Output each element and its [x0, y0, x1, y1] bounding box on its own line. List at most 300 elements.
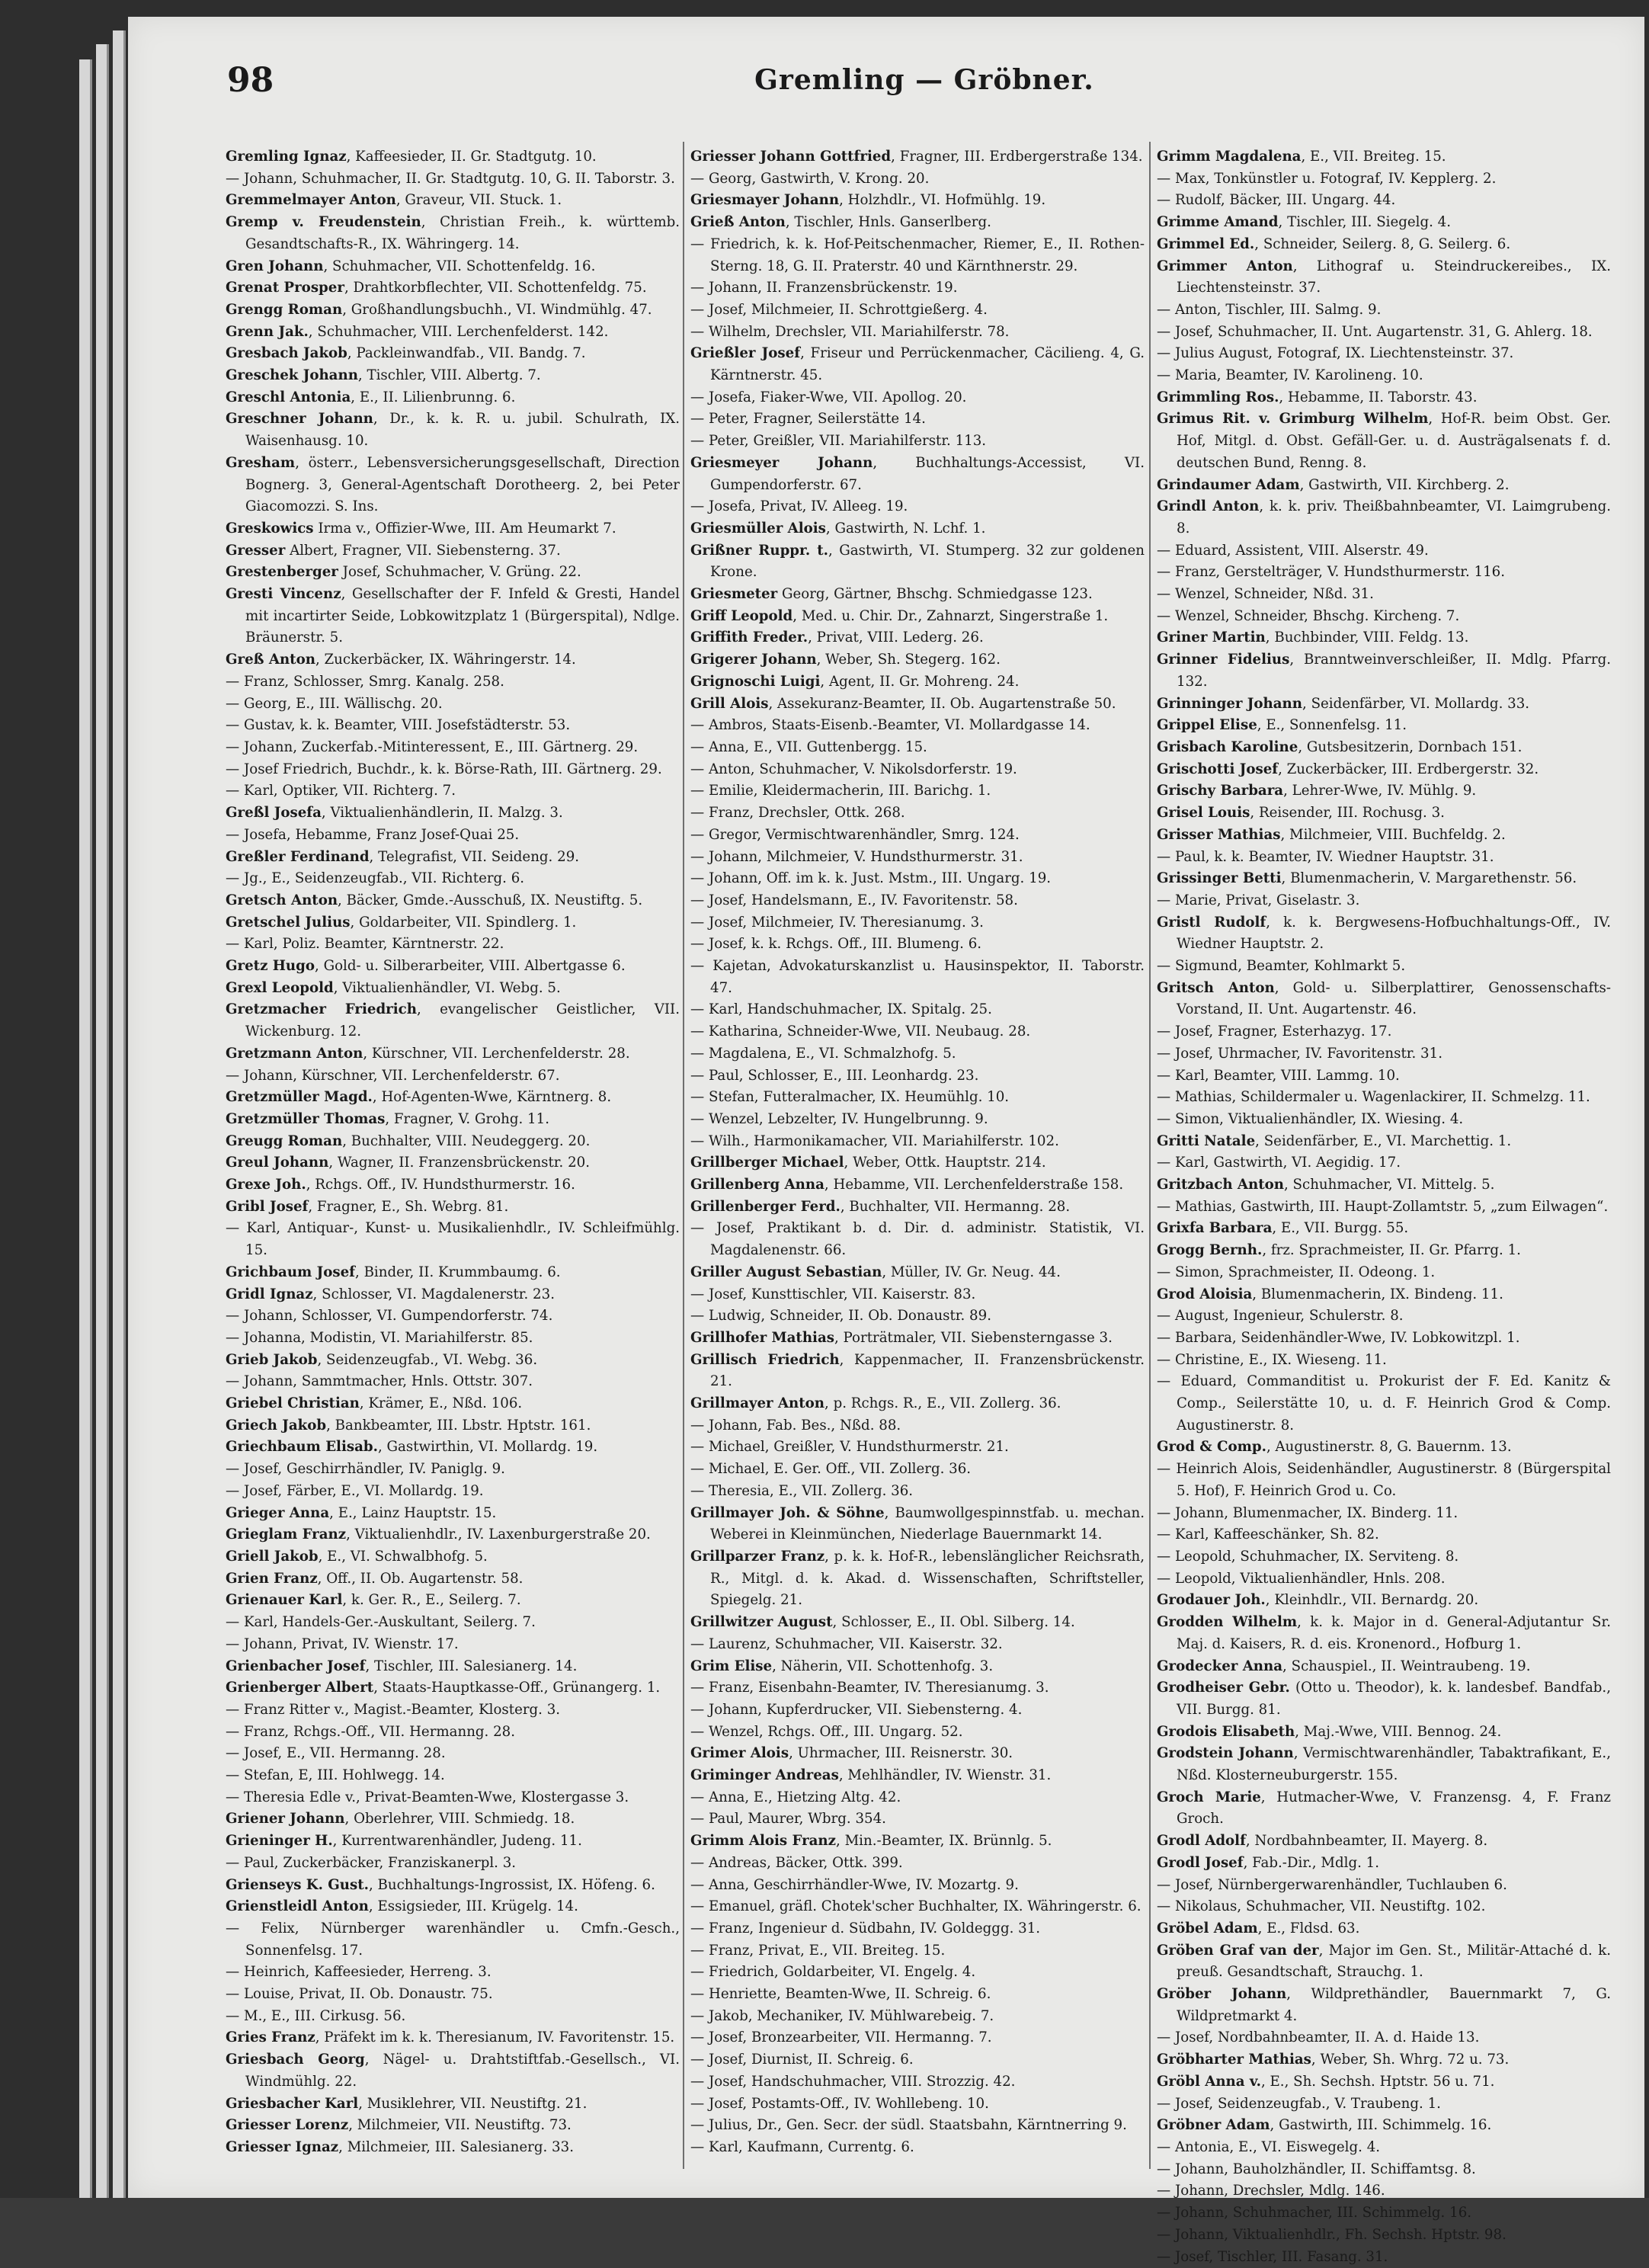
- entry-details: , Buchhaltungs-Accessist, VI. Gumpendorferstr. 67.: [710, 455, 1145, 493]
- entry-details: — Josef Friedrich, Buchdr., k. k. Börse-Rath, III. Gärtnerg. 29.: [226, 761, 662, 777]
- entry-details: — Karl, Poliz. Beamter, Kärntnerstr. 22.: [226, 936, 504, 952]
- entry-details: — Johann, Bauholzhändler, II. Schiffamtsg. 8.: [1157, 2161, 1476, 2177]
- entry-details: , Hebamme, VII. Lerchenfelderstraße 158.: [824, 1177, 1123, 1193]
- entry-name: Gröben Graf van der: [1157, 1943, 1319, 1959]
- entry-details: , k. Ger. R., E., Seilerg. 7.: [342, 1592, 520, 1608]
- page-edge: [96, 44, 109, 2198]
- entry-details: , Tischler, III. Siegelg. 4.: [1279, 214, 1452, 230]
- entry-name: Griechbaum Elisab.: [226, 1439, 378, 1455]
- entry-details: , Gold- u. Silberarbeiter, VIII. Albertgasse 6.: [315, 958, 626, 974]
- entry-name: Grimme Amand: [1157, 214, 1279, 230]
- directory-entry: [1157, 802, 1611, 825]
- entry-name: Grinninger Johann: [1157, 696, 1302, 712]
- directory-entry: [690, 540, 1145, 584]
- directory-entry: [226, 1459, 680, 1481]
- directory-entry: [1157, 212, 1611, 234]
- entry-name: Gröbner Adam: [1157, 2117, 1270, 2133]
- directory-entry: [1157, 1722, 1611, 1744]
- directory-entry: [1157, 365, 1611, 387]
- entry-details: , Porträtmaler, VII. Siebensterngasse 3.: [834, 1330, 1113, 1346]
- entry-name: Gretsch Anton: [226, 892, 338, 908]
- entry-details: , Nordbahnbeamter, II. Mayerg. 8.: [1246, 1833, 1487, 1849]
- directory-entry: [226, 1196, 680, 1219]
- entry-details: , Baumwollgespinnstfab. u. mechan. Weberei in Kleinmünchen, Niederlage Bauernmarkt 14.: [710, 1505, 1145, 1543]
- directory-entry: [226, 1262, 680, 1284]
- entry-details: — Anton, Tischler, III. Salmg. 9.: [1157, 302, 1381, 318]
- entry-name: Grim Elise: [690, 1658, 772, 1674]
- entry-details: — Henriette, Beamten-Wwe, II. Schreig. 6.: [690, 1986, 991, 2002]
- entry-details: , Privat, VIII. Lederg. 26.: [808, 629, 984, 645]
- directory-entry: [226, 300, 680, 322]
- directory-entry: [226, 168, 680, 191]
- directory-entry: [226, 1131, 680, 1153]
- directory-entry: [1157, 1328, 1611, 1350]
- directory-entry: [226, 408, 680, 452]
- entry-details: , E., Sh. Sechsh. Hptstr. 56 u. 71.: [1261, 2074, 1495, 2090]
- entry-name: Grod Aloisia: [1157, 1286, 1252, 1302]
- directory-entry: [226, 1043, 680, 1065]
- entry-details: , Buchhalter, VIII. Neudeggerg. 20.: [342, 1133, 590, 1149]
- directory-entry: [690, 2027, 1145, 2049]
- entry-details: , Buchhaltungs-Ingrossist, IX. Höfeng. 6.: [369, 1877, 655, 1893]
- entry-details: — Mathias, Gastwirth, III. Haupt-Zollamtstr. 5, „zum Eilwagen“.: [1157, 1199, 1608, 1215]
- entry-details: , Tischler, VIII. Albertg. 7.: [358, 367, 541, 383]
- entry-details: — Josef, Bronzearbeiter, VII. Hermanng. 7.: [690, 2029, 992, 2045]
- entry-details: , Gastwirth, VII. Kirchberg. 2.: [1300, 477, 1510, 493]
- directory-entry: [226, 802, 680, 825]
- directory-entry: [690, 1940, 1145, 1962]
- directory-entry: [226, 2027, 680, 2049]
- entry-details: — Josef, Praktikant b. d. Dir. d. administr. Statistik, VI. Magdalenenstr. 66.: [690, 1220, 1145, 1258]
- entry-details: — Laurenz, Schuhmacher, VII. Kaiserstr. 32.: [690, 1636, 1003, 1652]
- entry-details: — Leopold, Schuhmacher, IX. Serviteng. 8.: [1157, 1549, 1458, 1565]
- directory-entry: [226, 1503, 680, 1525]
- directory-column-3: [1157, 146, 1611, 2174]
- directory-entry: [690, 737, 1145, 759]
- entry-details: , k. k. priv. Theißbahnbeamter, VI. Laimgrubeng. 8.: [1177, 498, 1611, 537]
- entry-name: Grexl Leopold: [226, 980, 334, 996]
- entry-name: Griff Leopold: [690, 608, 792, 624]
- entry-details: — Paul, Zuckerbäcker, Franziskanerpl. 3.: [226, 1855, 516, 1871]
- directory-entry: [226, 1284, 680, 1306]
- entry-details: — Heinrich Alois, Seidenhändler, Augustinerstr. 8 (Bürgerspital 5. Hof), F. Heinrich Grod u. Co.: [1157, 1461, 1611, 1499]
- entry-details: — Maria, Beamter, IV. Karolineng. 10.: [1157, 367, 1423, 383]
- entry-details: — Josef, Schuhmacher, II. Unt. Augartenstr. 31, G. Ahlerg. 18.: [1157, 324, 1593, 340]
- entry-details: , Hof-R. beim Obst. Ger. Hof, Mitgl. d. Obst. Gefäll-Ger. u. d. Austrägalsenats f. d. deutschen Bund, Renng. 8.: [1177, 411, 1611, 470]
- entry-details: , Mehlhändler, IV. Wienstr. 31.: [839, 1767, 1051, 1783]
- entry-details: , Fragner, V. Grohg. 11.: [385, 1111, 549, 1127]
- directory-entry: [226, 387, 680, 409]
- directory-entry: [1157, 1087, 1611, 1109]
- entry-details: , Rchgs. Off., IV. Hundsthurmerstr. 16.: [306, 1177, 575, 1193]
- entry-name: Grien Franz: [226, 1571, 318, 1587]
- entry-details: — Karl, Antiquar-, Kunst- u. Musikalienhdlr., IV. Schleifmühlg. 15.: [226, 1220, 680, 1258]
- entry-name: Gretzmüller Thomas: [226, 1111, 385, 1127]
- entry-details: — Johann, II. Franzensbrückenstr. 19.: [690, 280, 958, 296]
- directory-entry: [1157, 1174, 1611, 1196]
- entry-name: Griesbacher Karl: [226, 2096, 358, 2112]
- entry-name: Grodden Wilhelm: [1157, 1614, 1297, 1630]
- entry-details: — Josef, Tischler, III. Fasang. 31.: [1157, 2249, 1388, 2265]
- directory-entry: [226, 1743, 680, 1765]
- entry-details: , Blumenmacherin, V. Margarethenstr. 56.: [1282, 870, 1577, 886]
- entry-details: — Josef, Seidenzeugfab., V. Traubeng. 1.: [1157, 2096, 1441, 2112]
- directory-entry: [690, 1984, 1145, 2006]
- entry-details: — Johann, Milchmeier, V. Hundsthurmerstr. 31.: [690, 849, 1023, 865]
- directory-entry: [690, 2049, 1145, 2071]
- directory-entry: [1157, 1940, 1611, 1984]
- directory-entry: [1157, 2225, 1611, 2247]
- entry-name: Grillhofer Mathias: [690, 1330, 834, 1346]
- directory-entry: [1157, 190, 1611, 212]
- directory-entry: [690, 1459, 1145, 1481]
- directory-entry: [1157, 2027, 1611, 2049]
- directory-entry: [690, 1634, 1145, 1656]
- entry-name: Gresbach Jakob: [226, 345, 347, 361]
- entry-details: , Schuhmacher, VII. Schottenfeldg. 16.: [323, 258, 595, 274]
- entry-name: Gröber Johann: [1157, 1986, 1286, 2002]
- directory-entry: [226, 1109, 680, 1131]
- directory-entry: [226, 847, 680, 869]
- entry-details: , Zuckerbäcker, III. Erdbergerstr. 32.: [1278, 761, 1539, 777]
- directory-entry: [226, 1984, 680, 2006]
- entry-name: Greschek Johann: [226, 367, 358, 383]
- entry-details: — Karl, Handels-Ger.-Auskultant, Seilerg. 7.: [226, 1614, 536, 1630]
- entry-name: Grexe Joh.: [226, 1177, 306, 1193]
- directory-entry: [1157, 2247, 1611, 2268]
- entry-details: — Paul, k. k. Beamter, IV. Wiedner Hauptstr. 31.: [1157, 849, 1494, 865]
- directory-entry: [690, 1350, 1145, 1393]
- entry-details: — Franz, Rchgs.-Off., VII. Hermanng. 28.: [226, 1724, 515, 1740]
- entry-name: Greskowics: [226, 521, 314, 537]
- directory-entry: [1157, 1305, 1611, 1328]
- entry-details: — Magdalena, E., VI. Schmalzhofg. 5.: [690, 1046, 956, 1062]
- directory-entry: [1157, 343, 1611, 365]
- entry-details: — Franz, Privat, E., VII. Breiteg. 15.: [690, 1943, 945, 1959]
- entry-details: — Josef, Uhrmacher, IV. Favoritenstr. 31.: [1157, 1046, 1442, 1062]
- directory-entry: [690, 802, 1145, 825]
- directory-entry: [1157, 408, 1611, 474]
- entry-name: Grisbach Karoline: [1157, 739, 1298, 755]
- directory-entry: [226, 1765, 680, 1787]
- directory-entry: [1157, 890, 1611, 912]
- entry-name: Gresham: [226, 455, 295, 471]
- directory-entry: [226, 1787, 680, 1809]
- entry-name: Grienstleidl Anton: [226, 1898, 369, 1914]
- entry-details: , Packleinwandfab., VII. Bandg. 7.: [347, 345, 586, 361]
- entry-details: , Uhrmacher, III. Reisnerstr. 30.: [789, 1745, 1013, 1761]
- directory-entry: [1157, 649, 1611, 693]
- directory-entry: [690, 300, 1145, 322]
- entry-details: — Stefan, E, III. Hohlwegg. 14.: [226, 1767, 445, 1783]
- entry-details: — Johann, Kürschner, VII. Lerchenfelderstr. 67.: [226, 1068, 560, 1084]
- directory-entry: [1157, 1043, 1611, 1065]
- directory-entry: [226, 671, 680, 694]
- entry-details: , Weber, Sh. Stegerg. 162.: [817, 652, 1001, 668]
- directory-entry: [1157, 1896, 1611, 1918]
- entry-name: Gröbharter Mathias: [1157, 2052, 1311, 2068]
- directory-column-1: [226, 146, 680, 2174]
- directory-entry: [690, 1765, 1145, 1787]
- directory-entry: [1157, 1984, 1611, 2027]
- directory-entry: [226, 825, 680, 847]
- entry-name: Grichbaum Josef: [226, 1264, 355, 1280]
- directory-entry: [1157, 1568, 1611, 1590]
- entry-name: Gretzmann Anton: [226, 1046, 363, 1062]
- directory-entry: [1157, 2202, 1611, 2225]
- entry-details: , Seidenzeugfab., VI. Webg. 36.: [317, 1352, 537, 1368]
- directory-entry: [690, 408, 1145, 431]
- entry-name: Gretzmüller Magd.: [226, 1089, 373, 1105]
- entry-name: Grillmayer Joh. & Söhne: [690, 1505, 885, 1521]
- entry-details: — Barbara, Seidenhändler-Wwe, IV. Lobkowitzpl. 1.: [1157, 1330, 1520, 1346]
- entry-details: , Schlosser, VI. Magdalenerstr. 23.: [313, 1286, 555, 1302]
- directory-entry: [1157, 234, 1611, 256]
- directory-entry: [690, 1962, 1145, 1984]
- directory-entry: [226, 2006, 680, 2028]
- directory-entry: [226, 1831, 680, 1853]
- directory-entry: [226, 518, 680, 540]
- directory-entry: [226, 1853, 680, 1875]
- entry-details: , Kleinhdlr., VII. Bernardg. 20.: [1266, 1592, 1478, 1608]
- page-number: 98: [227, 61, 274, 100]
- entry-details: , Lithograf u. Steindruckereibes., IX. Liechtensteinstr. 37.: [1177, 258, 1611, 296]
- directory-entry: [1157, 1196, 1611, 1219]
- entry-details: , E., VII. Breiteg. 15.: [1301, 149, 1446, 165]
- entry-details: — Johann, Viktualienhdlr., Fh. Sechsh. Hptstr. 98.: [1157, 2227, 1507, 2243]
- entry-name: Gröbel Adam: [1157, 1920, 1258, 1936]
- entry-name: Griesmeyer Johann: [690, 455, 873, 471]
- directory-entry: [226, 1305, 680, 1328]
- directory-entry: [690, 1196, 1145, 1219]
- directory-entry: [226, 1174, 680, 1196]
- entry-details: , E., Sonnenfelsg. 11.: [1257, 717, 1407, 733]
- entry-details: — Georg, Gastwirth, V. Krong. 20.: [690, 171, 929, 187]
- directory-entry: [226, 1524, 680, 1546]
- entry-details: — Josef, Nürnbergerwarenhändler, Tuchlauben 6.: [1157, 1877, 1507, 1893]
- entry-details: — Friedrich, Goldarbeiter, VI. Engelg. 4.: [690, 1964, 975, 1980]
- entry-name: Grindaumer Adam: [1157, 477, 1300, 493]
- entry-name: Gribl Josef: [226, 1199, 308, 1215]
- directory-entry: [1157, 694, 1611, 716]
- entry-details: , Hof-Agenten-Wwe, Kärntnerg. 8.: [373, 1089, 611, 1105]
- directory-entry: [690, 999, 1145, 1021]
- directory-entry: [690, 1087, 1145, 1109]
- entry-details: , Weber, Sh. Whrg. 72 u. 73.: [1311, 2052, 1509, 2068]
- directory-entry: [690, 1437, 1145, 1459]
- directory-entry: [690, 1305, 1145, 1328]
- directory-entry: [1157, 912, 1611, 956]
- directory-entry: [690, 1503, 1145, 1546]
- directory-entry: [690, 322, 1145, 344]
- entry-name: Grienberger Albert: [226, 1680, 373, 1696]
- entry-details: — Franz, Schlosser, Smrg. Kanalg. 258.: [226, 674, 504, 690]
- entry-details: , Wildprethändler, Bauernmarkt 7, G. Wildpretmarkt 4.: [1177, 1986, 1611, 2024]
- directory-entry: [1157, 1152, 1611, 1174]
- entry-name: Griesmayer Johann: [690, 192, 839, 208]
- directory-entry: [1157, 1612, 1611, 1655]
- entry-name: Greugg Roman: [226, 1133, 342, 1149]
- entry-details: , Staats-Hauptkasse-Off., Grünangerg. 1.: [373, 1680, 660, 1696]
- directory-entry: [226, 1677, 680, 1699]
- entry-details: — Karl, Handschuhmacher, IX. Spitalg. 25.: [690, 1001, 992, 1017]
- entry-name: Gremling Ignaz: [226, 149, 347, 165]
- entry-details: , Kurrentwarenhändler, Judeng. 11.: [333, 1833, 582, 1849]
- directory-entry: [226, 759, 680, 781]
- entry-details: , Buchhalter, VII. Hermanng. 28.: [841, 1199, 1070, 1215]
- entry-details: — Johann, Schuhmacher, II. Gr. Stadtgutg. 10, G. II. Taborstr. 3.: [226, 171, 675, 187]
- entry-details: , Gesellschafter der F. Infeld & Gresti, Handel mit incartirter Seide, Lobkowitzplatz 1 (Bürgerspital), Ndlge. Bräunerstr. 5.: [245, 586, 680, 645]
- entry-name: Grimmling Ros.: [1157, 389, 1279, 405]
- entry-details: — Theresia Edle v., Privat-Beamten-Wwe, Klostergasse 3.: [226, 1789, 629, 1805]
- entry-details: — Andreas, Bäcker, Ottk. 399.: [690, 1855, 903, 1871]
- entry-name: Gristl Rudolf: [1157, 915, 1266, 931]
- directory-entry: [690, 649, 1145, 671]
- entry-details: — Johann, Off. im k. k. Just. Mstm., III. Ungarg. 19.: [690, 870, 1051, 886]
- entry-details: Irma v., Offizier-Wwe, III. Am Heumarkt 7.: [314, 521, 616, 537]
- directory-entry: [226, 1393, 680, 1415]
- entry-details: — Franz Ritter v., Magist.-Beamter, Klosterg. 3.: [226, 1702, 560, 1718]
- entry-details: , Milchmeier, III. Salesianerg. 33.: [338, 2139, 574, 2155]
- directory-entry: [226, 1612, 680, 1634]
- directory-entry: [226, 1634, 680, 1656]
- entry-details: , Schneider, Seilerg. 8, G. Seilerg. 6.: [1254, 236, 1510, 252]
- entry-name: Grieß Anton: [690, 214, 786, 230]
- directory-entry: [226, 1437, 680, 1459]
- entry-details: — Stefan, Futteralmacher, IX. Heumühlg. 10.: [690, 1089, 1009, 1105]
- entry-details: , Viktualienhändlerin, II. Malzg. 3.: [322, 805, 563, 821]
- entry-name: Griesser Ignaz: [226, 2139, 338, 2155]
- directory-entry: [690, 825, 1145, 847]
- page-header: [227, 61, 1622, 114]
- entry-details: — Nikolaus, Schuhmacher, VII. Neustiftg. 102.: [1157, 1898, 1485, 1914]
- directory-entry: [690, 890, 1145, 912]
- entry-details: — Josef, Postamts-Off., IV. Wohllebeng. 10.: [690, 2096, 989, 2112]
- entry-details: , Gold- u. Silberplattirer, Genossenschafts-Vorstand, II. Unt. Augartenstr. 46.: [1177, 980, 1611, 1018]
- directory-entry: [1157, 1590, 1611, 1612]
- directory-entry: [690, 1065, 1145, 1088]
- directory-entry: [1157, 759, 1611, 781]
- entry-details: — Josef, Milchmeier, II. Schrottgießerg. 4.: [690, 302, 988, 318]
- directory-entry: [690, 1174, 1145, 1196]
- entry-details: — Christine, E., IX. Wieseng. 11.: [1157, 1352, 1387, 1368]
- directory-entry: [690, 1393, 1145, 1415]
- entry-details: — Eduard, Assistent, VIII. Alserstr. 49.: [1157, 543, 1429, 559]
- entry-details: — Gregor, Vermischtwarenhändler, Smrg. 124.: [690, 827, 1020, 843]
- directory-columns: [226, 146, 1605, 2174]
- directory-entry: [226, 780, 680, 802]
- entry-details: , Viktualienhdlr., IV. Laxenburgerstraße 20.: [346, 1526, 651, 1542]
- entry-details: , Bäcker, Gmde.-Ausschuß, IX. Neustiftg. 5.: [338, 892, 642, 908]
- entry-name: Griner Martin: [1157, 629, 1266, 645]
- directory-entry: [226, 1152, 680, 1174]
- directory-entry: [226, 1065, 680, 1088]
- entry-name: Grissinger Betti: [1157, 870, 1282, 886]
- directory-entry: [226, 322, 680, 344]
- directory-entry: [690, 1677, 1145, 1699]
- entry-details: , Vermischtwarenhändler, Tabaktrafikant, E., Nßd. Klosterneuburgerstr. 155.: [1177, 1745, 1611, 1783]
- directory-entry: [690, 146, 1145, 168]
- directory-entry: [690, 1787, 1145, 1809]
- entry-details: — Karl, Gastwirth, VI. Aegidig. 17.: [1157, 1155, 1401, 1171]
- directory-entry: [690, 1546, 1145, 1612]
- entry-details: — Paul, Maurer, Wbrg. 354.: [690, 1811, 886, 1827]
- entry-details: , Hebamme, II. Taborstr. 43.: [1279, 389, 1477, 405]
- entry-details: — Franz, Ingenieur d. Südbahn, IV. Goldeggg. 31.: [690, 1920, 1040, 1936]
- directory-entry: [1157, 1350, 1611, 1372]
- directory-entry: [1157, 2159, 1611, 2181]
- directory-entry: [690, 1699, 1145, 1722]
- entry-details: — M., E., III. Cirkusg. 56.: [226, 2008, 405, 2024]
- entry-details: — Josef, Diurnist, II. Schreig. 6.: [690, 2052, 914, 2068]
- directory-entry: [690, 387, 1145, 409]
- directory-entry: [226, 2115, 680, 2137]
- entry-details: , Schuhmacher, VIII. Lerchenfelderst. 142.: [309, 324, 609, 340]
- directory-entry: [226, 562, 680, 584]
- directory-entry: [226, 453, 680, 518]
- entry-details: — Karl, Beamter, VIII. Lammg. 10.: [1157, 1068, 1400, 1084]
- entry-details: — Anna, E., Hietzing Altg. 42.: [690, 1789, 901, 1805]
- entry-details: — Jakob, Mechaniker, IV. Mühlwarebeig. 7.: [690, 2008, 994, 2024]
- directory-entry: [226, 1722, 680, 1744]
- entry-name: Grigerer Johann: [690, 652, 817, 668]
- entry-details: , Blumenmacherin, IX. Bindeng. 11.: [1252, 1286, 1503, 1302]
- entry-details: — Julius, Dr., Gen. Secr. der südl. Staatsbahn, Kärntnerring 9.: [690, 2117, 1127, 2133]
- entry-details: (Otto u. Theodor), k. k. landesbef. Bandfab., VII. Burgg. 81.: [1177, 1680, 1611, 1718]
- directory-entry: [690, 1875, 1145, 1897]
- directory-entry: [1157, 562, 1611, 584]
- directory-entry: [1157, 737, 1611, 759]
- entry-details: — Franz, Eisenbahn-Beamter, IV. Theresianumg. 3.: [690, 1680, 1049, 1696]
- page-title: Gremling — Gröbner.: [227, 64, 1622, 96]
- entry-details: , Assekuranz-Beamter, II. Ob. Augartenstraße 50.: [768, 696, 1116, 712]
- directory-entry: [690, 190, 1145, 212]
- entry-name: Gritzbach Anton: [1157, 1177, 1284, 1193]
- entry-details: , Gastwirth, VI. Stumperg. 32 zur goldenen Krone.: [710, 543, 1145, 581]
- entry-name: Grimm Magdalena: [1157, 149, 1301, 165]
- entry-details: , Präfekt im k. k. Theresianum, IV. Favoritenstr. 15.: [315, 2029, 675, 2045]
- entry-name: Gröbl Anna v.: [1157, 2074, 1261, 2090]
- directory-entry: [690, 1743, 1145, 1765]
- directory-entry: [690, 168, 1145, 191]
- entry-name: Grienbacher Josef: [226, 1658, 365, 1674]
- entry-details: , p. k. k. Hof-R., lebenslänglicher Reichsrath, R., Mitgl. d. k. Akad. d. Wissenschaften, Schriftsteller, Spiegelg. 21.: [710, 1549, 1145, 1608]
- entry-details: — Josefa, Privat, IV. Alleeg. 19.: [690, 498, 908, 514]
- directory-entry: [226, 737, 680, 759]
- directory-entry: [1157, 1677, 1611, 1721]
- entry-name: Gritsch Anton: [1157, 980, 1275, 996]
- entry-details: — August, Ingenieur, Schulerstr. 8.: [1157, 1308, 1404, 1324]
- entry-details: , Off., II. Ob. Augartenstr. 58.: [318, 1571, 524, 1587]
- entry-name: Grillenberg Anna: [690, 1177, 824, 1193]
- directory-entry: [1157, 2137, 1611, 2159]
- entry-name: Grippel Elise: [1157, 717, 1257, 733]
- entry-name: Grindl Anton: [1157, 498, 1259, 514]
- entry-details: , Viktualienhändler, VI. Webg. 5.: [334, 980, 561, 996]
- directory-entry: [226, 912, 680, 934]
- entry-name: Grischy Barbara: [1157, 783, 1283, 799]
- entry-name: Griebel Christian: [226, 1395, 360, 1411]
- directory-entry: [690, 518, 1145, 540]
- entry-details: — Josefa, Hebamme, Franz Josef-Quai 25.: [226, 827, 519, 843]
- entry-name: Grißner Ruppr. t.: [690, 543, 828, 559]
- entry-name: Grenat Prosper: [226, 280, 344, 296]
- directory-entry: [690, 1481, 1145, 1503]
- entry-details: , Reisender, III. Rochusg. 3.: [1250, 805, 1445, 821]
- entry-name: Grillberger Michael: [690, 1155, 844, 1171]
- entry-details: — Johann, Sammtmacher, Hnls. Ottstr. 307.: [226, 1373, 533, 1389]
- entry-name: Greßler Ferdinand: [226, 849, 370, 865]
